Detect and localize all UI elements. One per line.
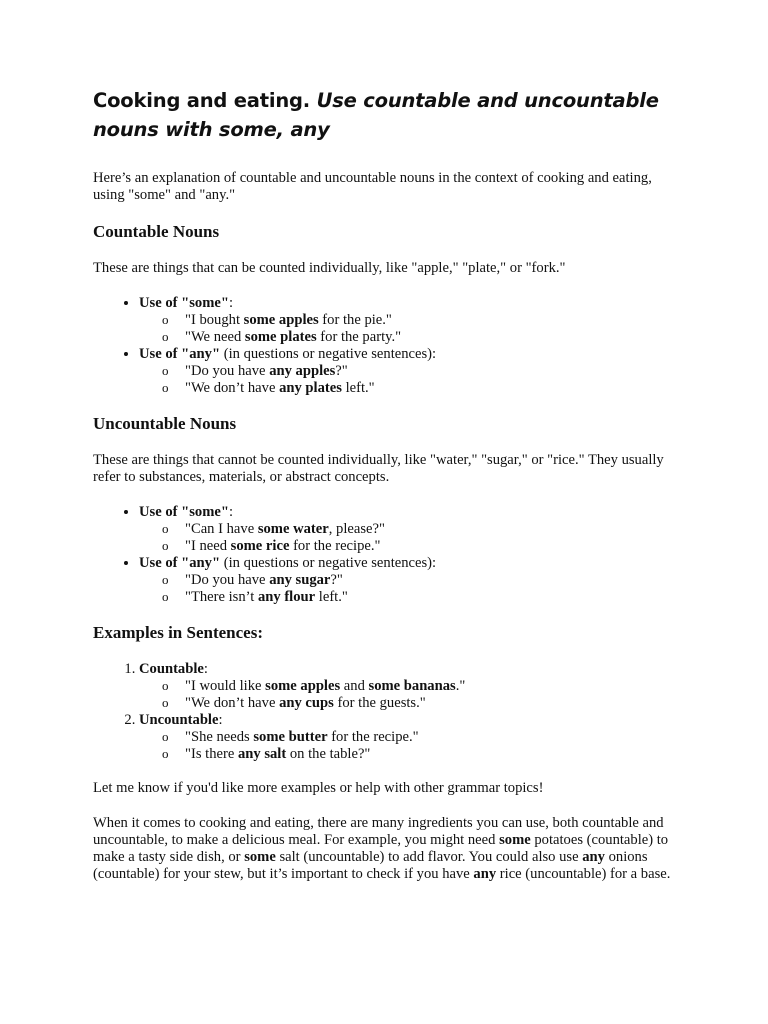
example-text: "Do you have <box>185 572 270 588</box>
usage-label: Use of "some" <box>139 504 229 520</box>
category-label: Uncountable <box>139 712 219 728</box>
uncountable-list <box>93 504 678 606</box>
paragraph-text: rice (uncountable) for a base. <box>496 866 671 882</box>
intro-paragraph: Here’s an explanation of countable and uncountable nouns in the context of cooking and eating, using "some" and "any." <box>93 170 652 203</box>
example-text: "Can I have <box>185 521 258 537</box>
examples-heading: Examples in Sentences: <box>93 623 263 642</box>
paragraph-bold: some <box>244 849 276 865</box>
example-item <box>185 312 678 329</box>
list-item: • Use of "some": o "Can I have some water, please?" o "I need some rice for the recipe." <box>139 504 678 555</box>
countable-list <box>93 295 678 397</box>
example-text: left." <box>341 380 375 396</box>
example-item <box>185 380 678 397</box>
paragraph-text: salt (uncountable) to add flavor. You could also use <box>275 849 583 865</box>
title-italic: Use countable and uncountable nouns with some, any <box>93 89 659 141</box>
example-text: "We need <box>185 329 245 345</box>
list-item: 2. Uncountable: o "She needs some butter for the recipe." o "Is there any salt on the table?" <box>139 712 678 763</box>
paragraph-text: potatoes (countable) to make a tasty side dish, or <box>93 832 669 865</box>
paragraph-bold: any <box>473 866 497 882</box>
document-title <box>93 86 678 144</box>
uncountable-heading: Uncountable Nouns <box>93 414 237 433</box>
paragraph-bold: any <box>582 849 605 865</box>
countable-description: These are things that can be counted individually, like "apple," "plate," or "fork." <box>93 260 566 276</box>
example-text: , please?" <box>328 521 385 537</box>
example-list <box>139 312 678 346</box>
example-text: ?" <box>335 363 348 379</box>
example-item <box>185 329 678 346</box>
usage-label: Use of "some" <box>139 295 229 311</box>
example-text: ?" <box>330 572 343 588</box>
category-label: Countable <box>139 661 204 677</box>
title-plain: Cooking and eating. <box>93 89 317 112</box>
list-item: • Use of "some": o "I bought some apples for the pie." o "We need some plates for the party." <box>139 295 678 346</box>
example-bold: some bananas <box>368 678 456 694</box>
list-item <box>139 555 678 606</box>
paragraph-text: When it comes to cooking and eating, there are many ingredients you can use, both countable and uncountable, to make a delicious meal. For example, you might need <box>93 815 664 848</box>
example-bold: some rice <box>230 538 290 554</box>
example-bold: some plates <box>244 329 317 345</box>
example-item <box>185 746 678 763</box>
example-item <box>185 363 678 380</box>
example-bold: some apples <box>243 312 319 328</box>
example-item <box>185 538 678 555</box>
paragraph-bold: some <box>499 832 531 848</box>
example-item <box>185 589 678 606</box>
paragraph-text: onions (countable) for your stew, but it’s important to check if you have <box>93 849 648 882</box>
usage-label: Use of "any" <box>139 346 221 362</box>
uncountable-description: These are things that cannot be counted individually, like "water," "sugar," or "rice." They usually refer to substances, materials, or abstract concepts. <box>93 452 664 485</box>
usage-label: Use of "any" <box>139 555 221 571</box>
example-bold: some water <box>257 521 329 537</box>
usage-note: (in questions or negative sentences): <box>220 346 437 362</box>
example-item <box>185 521 678 538</box>
example-text: "We don’t have <box>185 695 280 711</box>
example-bold: any apples <box>269 363 336 379</box>
example-text: on the table?" <box>286 746 371 762</box>
example-text: "Do you have <box>185 363 270 379</box>
example-list <box>139 729 678 763</box>
example-list <box>139 521 678 555</box>
example-item <box>185 729 678 746</box>
examples-list <box>93 661 678 763</box>
example-list <box>139 678 678 712</box>
example-bold: any flour <box>257 589 316 605</box>
example-bold: any sugar <box>269 572 331 588</box>
example-bold: any plates <box>279 380 342 396</box>
example-bold: any salt <box>237 746 287 762</box>
example-text: for the recipe." <box>289 538 381 554</box>
example-text: "We don’t have <box>185 380 280 396</box>
example-text: and <box>340 678 369 694</box>
example-item <box>185 695 678 712</box>
example-text: left." <box>315 589 348 605</box>
example-text: "She needs <box>185 729 254 745</box>
example-text: "I would like <box>185 678 266 694</box>
example-text: "I need <box>185 538 231 554</box>
list-item <box>139 346 678 397</box>
example-text: for the recipe." <box>327 729 419 745</box>
usage-note: (in questions or negative sentences): <box>220 555 437 571</box>
list-item: 1. Countable: o "I would like some apples and some bananas." o "We don’t have any cups for the guests." <box>139 661 678 712</box>
example-bold: some apples <box>265 678 341 694</box>
example-text: for the pie." <box>318 312 392 328</box>
example-item <box>185 572 678 589</box>
example-list <box>139 363 678 397</box>
example-text: ." <box>455 678 466 694</box>
document-content <box>93 86 678 901</box>
final-paragraph <box>93 815 678 883</box>
closing-paragraph: Let me know if you'd like more examples or help with other grammar topics! <box>93 780 544 796</box>
example-text: for the guests." <box>333 695 426 711</box>
example-text: "I bought <box>185 312 244 328</box>
example-text: for the party." <box>316 329 402 345</box>
example-text: "Is there <box>185 746 238 762</box>
example-list <box>139 572 678 606</box>
example-item <box>185 678 678 695</box>
example-text: "There isn’t <box>185 589 258 605</box>
example-bold: any cups <box>279 695 334 711</box>
example-bold: some butter <box>253 729 328 745</box>
countable-heading: Countable Nouns <box>93 222 220 241</box>
